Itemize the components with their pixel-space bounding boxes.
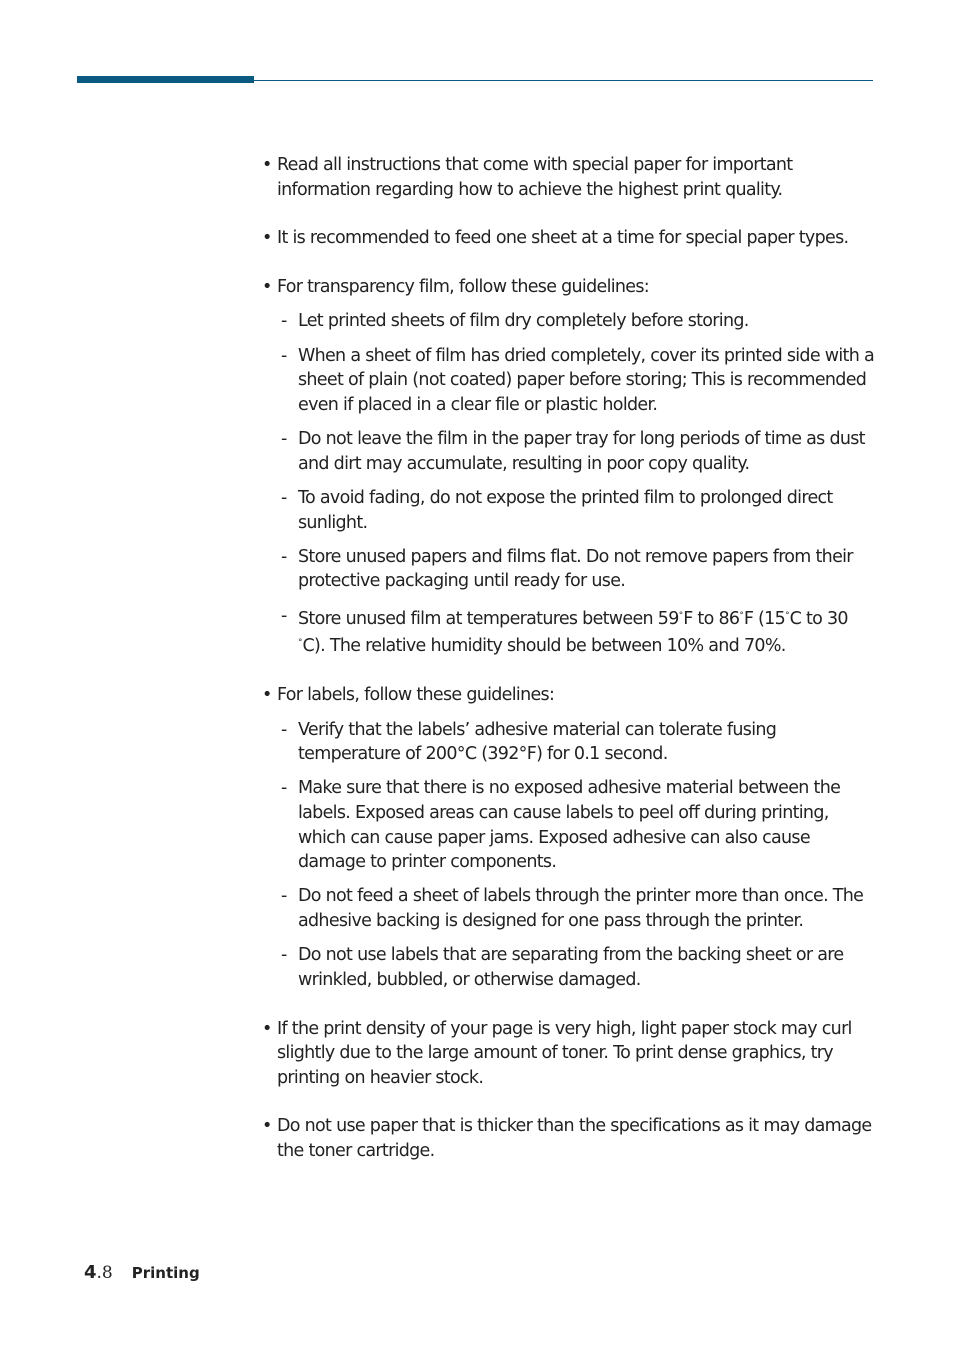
bullet-item [262, 153, 874, 202]
sub-item [281, 344, 874, 418]
bullet-mark: • [262, 155, 272, 175]
dash-mark: - [281, 311, 287, 332]
dash-mark: - [281, 719, 287, 740]
dash-mark: - [281, 546, 287, 567]
dash-mark: - [281, 886, 287, 907]
degree-sign: ° [678, 610, 684, 621]
dash-mark: - [281, 605, 287, 626]
sub-item-temperature [281, 604, 874, 659]
temp-text-4: C to 30 [789, 608, 848, 629]
sub-item-text: Do not leave the film in the paper tray for long periods of time as dust and dirt may accumulate, resulting in poor copy quality. [298, 429, 865, 474]
degree-sign: ° [298, 638, 303, 649]
bullet-item [262, 1017, 874, 1091]
sub-item-text: When a sheet of film has dried completely, cover its printed side with a sheet of plain (not coated) paper before storing; This is recommended even if placed in a clear file or plastic holder. [298, 345, 874, 415]
dash-mark: - [281, 488, 287, 508]
bullet-mark: • [262, 1018, 272, 1039]
sub-item-text: Make sure that there is no exposed adhesive material between the labels. Exposed areas can cause labels to peel off during printing, which can cause paper jams. Exposed adhesive can also cause damage to printer components. [298, 778, 841, 873]
chapter-number: 4 [84, 1262, 97, 1283]
header-rule-thick [77, 76, 254, 83]
section-title: Printing [131, 1264, 200, 1282]
dash-mark: - [281, 778, 287, 799]
temp-text-5: C). The relative humidity should be between 10% and 70%. [302, 636, 786, 657]
sub-item [281, 943, 874, 992]
bullet-item [262, 1114, 874, 1163]
bullet-item-labels [262, 683, 874, 993]
sub-item [281, 309, 874, 334]
temp-text-3: F (15 [743, 608, 786, 629]
sub-item-text: Let printed sheets of film dry completely before storing. [298, 311, 749, 332]
page-footer [84, 1262, 200, 1283]
bullet-text: For labels, follow these guidelines: [277, 684, 555, 705]
temp-text-1: Store unused film at temperatures between 59 [298, 608, 679, 629]
bullet-item [262, 226, 874, 251]
header-rule-thin [254, 80, 873, 81]
page-content [262, 153, 874, 1188]
bullet-item-transparency [262, 275, 874, 659]
sub-item [281, 427, 874, 476]
sub-item-text: Store unused papers and films flat. Do not remove papers from their protective packaging until ready for use. [298, 546, 853, 592]
temp-text-2: F to 86 [683, 608, 740, 629]
bullet-text: For transparency film, follow these guidelines: [277, 276, 649, 297]
sub-item-text: To avoid fading, do not expose the printed film to prolonged direct sunlight. [298, 488, 833, 533]
dash-mark: - [281, 429, 287, 450]
bullet-text: If the print density of your page is very high, light paper stock may curl slightly due to the large amount of toner. To print dense graphics, try printing on heavier stock. [277, 1018, 852, 1088]
sub-item-text: Do not use labels that are separating from the backing sheet or are wrinkled, bubbled, or otherwise damaged. [298, 945, 844, 990]
sub-item [281, 545, 874, 594]
sub-item-text: Verify that the labels’ adhesive material can tolerate fusing temperature of 200°C (392°F) for 0.1 second. [298, 719, 777, 765]
dash-mark: - [281, 945, 287, 966]
transparency-guidelines [277, 309, 874, 659]
bullet-text: Do not use paper that is thicker than the specifications as it may damage the toner cartridge. [277, 1116, 872, 1161]
bullet-mark: • [262, 228, 272, 249]
dash-mark: - [281, 345, 287, 366]
sub-item [281, 884, 874, 933]
bullet-mark: • [262, 276, 272, 297]
sub-item [281, 486, 874, 535]
page-number: .8 [96, 1263, 113, 1283]
sub-item [281, 776, 874, 874]
bullet-mark: • [262, 684, 272, 705]
bullet-text: Read all instructions that come with special paper for important information regarding how to achieve the highest print quality. [277, 155, 793, 200]
degree-sign: ° [785, 610, 790, 621]
labels-guidelines [277, 718, 874, 993]
sub-item-text: Do not feed a sheet of labels through the printer more than once. The adhesive backing is designed for one pass through the printer. [298, 886, 864, 932]
bullet-text: It is recommended to feed one sheet at a time for special paper types. [277, 228, 849, 249]
degree-sign: ° [739, 610, 744, 621]
sub-item [281, 718, 874, 767]
bullet-mark: • [262, 1116, 272, 1137]
